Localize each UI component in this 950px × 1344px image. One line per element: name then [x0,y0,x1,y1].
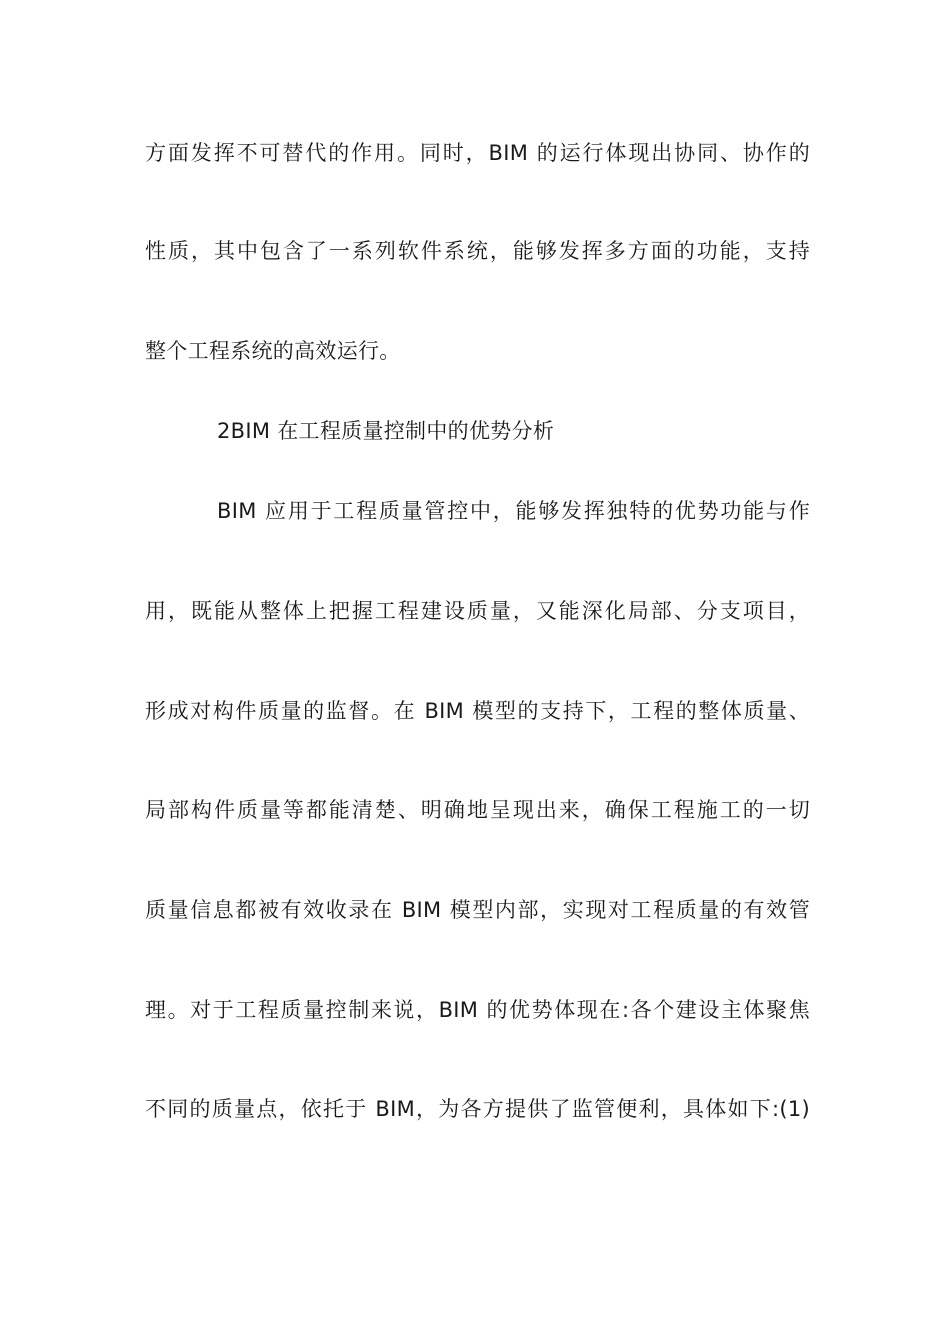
paragraph-line: 用，既能从整体上把握工程建设质量，又能深化局部、分支项目， [145,599,810,623]
paragraph-line: 形成对构件质量的监督。在 BIM 模型的支持下，工程的整体质量、 [145,699,810,723]
paragraph-line: 理。对于工程质量控制来说，BIM 的优势体现在:各个建设主体聚焦 [145,998,810,1022]
paragraph-line: BIM 应用于工程质量管控中，能够发挥独特的优势功能与作 [217,499,810,523]
paragraph-line: 整个工程系统的高效运行。 [145,339,401,363]
paragraph-line: 局部构件质量等都能清楚、明确地呈现出来，确保工程施工的一切 [145,798,810,822]
section-heading: 2BIM 在工程质量控制中的优势分析 [217,419,555,443]
paragraph-line: 质量信息都被有效收录在 BIM 模型内部，实现对工程质量的有效管 [145,898,810,922]
paragraph-line: 方面发挥不可替代的作用。同时，BIM 的运行体现出协同、协作的 [145,141,810,165]
paragraph-line: 性质，其中包含了一系列软件系统，能够发挥多方面的功能，支持 [145,239,810,263]
paragraph-line: 不同的质量点，依托于 BIM，为各方提供了监管便利，具体如下:(1) [145,1097,810,1121]
